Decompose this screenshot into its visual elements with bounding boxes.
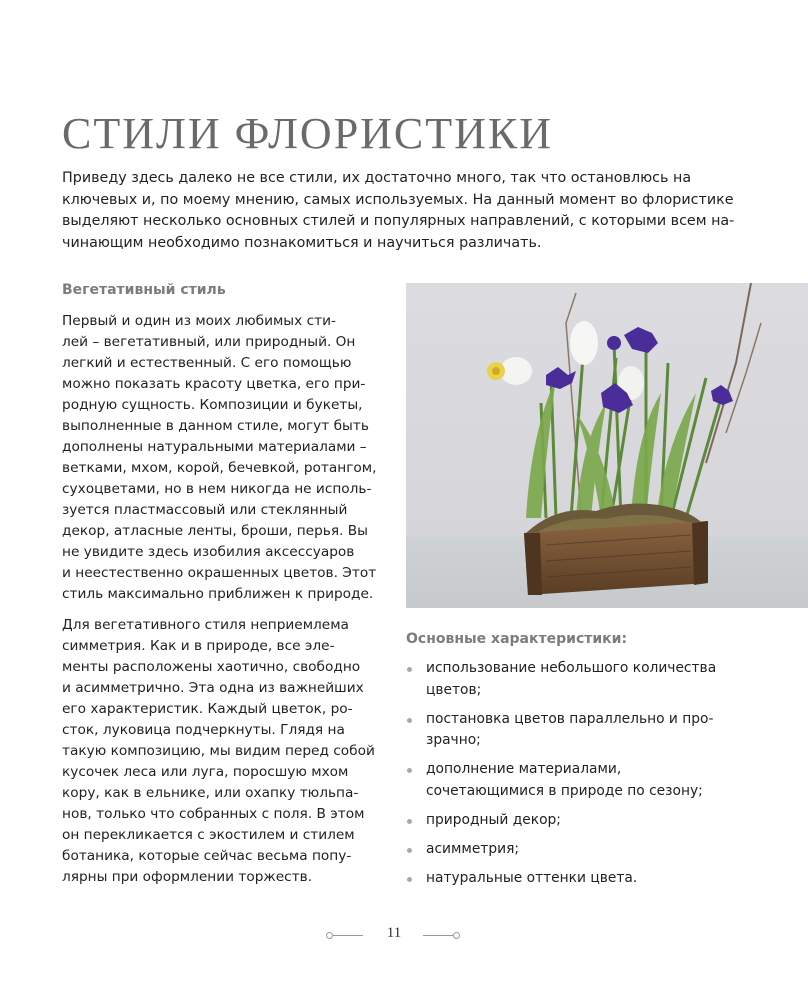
flower-arrangement-icon xyxy=(406,283,808,608)
body-line: менты расположены хаотично, свободно xyxy=(62,659,361,675)
page-title: СТИЛИ ФЛОРИСТИКИ xyxy=(62,109,554,158)
footer-ornament-left-icon xyxy=(326,932,333,939)
body-line: выполненные в данном стиле, могут быть xyxy=(62,418,369,434)
list-item-text: постановка цветов параллельно и про- xyxy=(426,710,714,727)
bullet-icon xyxy=(407,768,412,773)
body-line: Первый и один из моих любимых сти- xyxy=(62,313,336,329)
footer-ornament-right-icon xyxy=(453,932,460,939)
intro-line: выделяют несколько основных стилей и популярных направлений, с которыми всем на- xyxy=(62,213,735,229)
body-line: лярны при оформлении торжеств. xyxy=(62,869,313,885)
bullet-icon xyxy=(407,718,412,723)
body-line: зуется пластмассовый или стеклянный xyxy=(62,502,348,518)
list-item-text: асимметрия; xyxy=(426,840,520,857)
bullet-icon xyxy=(407,667,412,672)
page-number: 11 xyxy=(386,925,402,941)
footer-divider-left xyxy=(333,935,363,936)
intro-line: Приведу здесь далеко не все стили, их достаточно много, так что остановлюсь на xyxy=(62,170,692,186)
section-heading-vegetative-style: Вегетативный стиль xyxy=(62,282,226,298)
body-line: сток, луковица подчеркнуты. Глядя на xyxy=(62,722,345,738)
body-line: такую композицию, мы видим перед собой xyxy=(62,743,375,759)
body-line: не увидите здесь изобилия аксессуаров xyxy=(62,544,355,560)
list-item-text: дополнение материалами, xyxy=(426,761,622,777)
body-line: и асимметрично. Эта одна из важнейших xyxy=(62,680,364,696)
body-line: дополнены натуральными материалами – xyxy=(62,439,367,455)
characteristics-list xyxy=(406,658,796,897)
body-line: кусочек леса или луга, поросшую мхом xyxy=(62,764,349,780)
list-item-text: использование небольшого количества xyxy=(426,660,717,676)
body-paragraph-2 xyxy=(62,615,392,888)
body-line: Для вегетативного стиля неприемлема xyxy=(62,617,349,633)
body-line: кору, как в ельнике, или охапку тюльпа- xyxy=(62,785,359,801)
body-line: и неестественно окрашенных цветов. Этот xyxy=(62,565,377,581)
body-line: родную сущность. Композиции и букеты, xyxy=(62,397,363,413)
body-line: сухоцветами, но в нем никогда не исполь- xyxy=(62,481,372,497)
list-item xyxy=(406,759,796,802)
body-line: он перекликается с экостилем и стилем xyxy=(62,827,355,843)
list-item-text: цветов; xyxy=(426,681,482,698)
body-line: легкий и естественный. С его помощью xyxy=(62,355,352,371)
body-line: симметрия. Как и в природе, все эле- xyxy=(62,638,335,654)
page-footer xyxy=(326,925,462,945)
body-line: ветками, мхом, корой, бечевкой, ротангом, xyxy=(62,460,377,476)
bullet-icon xyxy=(407,819,412,824)
body-line: его характеристик. Каждый цветок, ро- xyxy=(62,701,353,717)
list-item xyxy=(406,868,796,890)
intro-line: ключевых и, по моему мнению, самых используемых. На данный момент во флористике xyxy=(62,191,734,208)
bullet-icon xyxy=(407,877,412,882)
body-line: можно показать красоту цветка, его при- xyxy=(62,376,366,392)
footer-divider-right xyxy=(423,935,453,936)
bullet-icon xyxy=(407,848,412,853)
body-line: декор, атласные ленты, броши, перья. Вы xyxy=(62,523,368,539)
list-item-text: зрачно; xyxy=(426,732,481,748)
list-item-text: натуральные оттенки цвета. xyxy=(426,869,638,886)
list-item xyxy=(406,658,796,701)
list-item-text: сочетающимися в природе по сезону; xyxy=(426,782,703,799)
intro-paragraph xyxy=(62,168,742,254)
list-item xyxy=(406,839,796,861)
intro-line: чинающим необходимо познакомиться и научиться различать. xyxy=(62,234,542,251)
list-item xyxy=(406,709,796,752)
list-item-text: природный декор; xyxy=(426,811,561,828)
characteristics-heading: Основные характеристики: xyxy=(406,631,628,647)
body-paragraph-1 xyxy=(62,311,392,605)
list-item xyxy=(406,810,796,832)
body-line: нов, только что собранных с поля. В этом xyxy=(62,806,365,822)
flower-arrangement-photo xyxy=(406,283,808,608)
body-line: лей – вегетативный, или природный. Он xyxy=(62,334,356,350)
body-line: ботаника, которые сейчас весьма попу- xyxy=(62,848,352,864)
body-line: стиль максимально приближен к природе. xyxy=(62,586,374,602)
